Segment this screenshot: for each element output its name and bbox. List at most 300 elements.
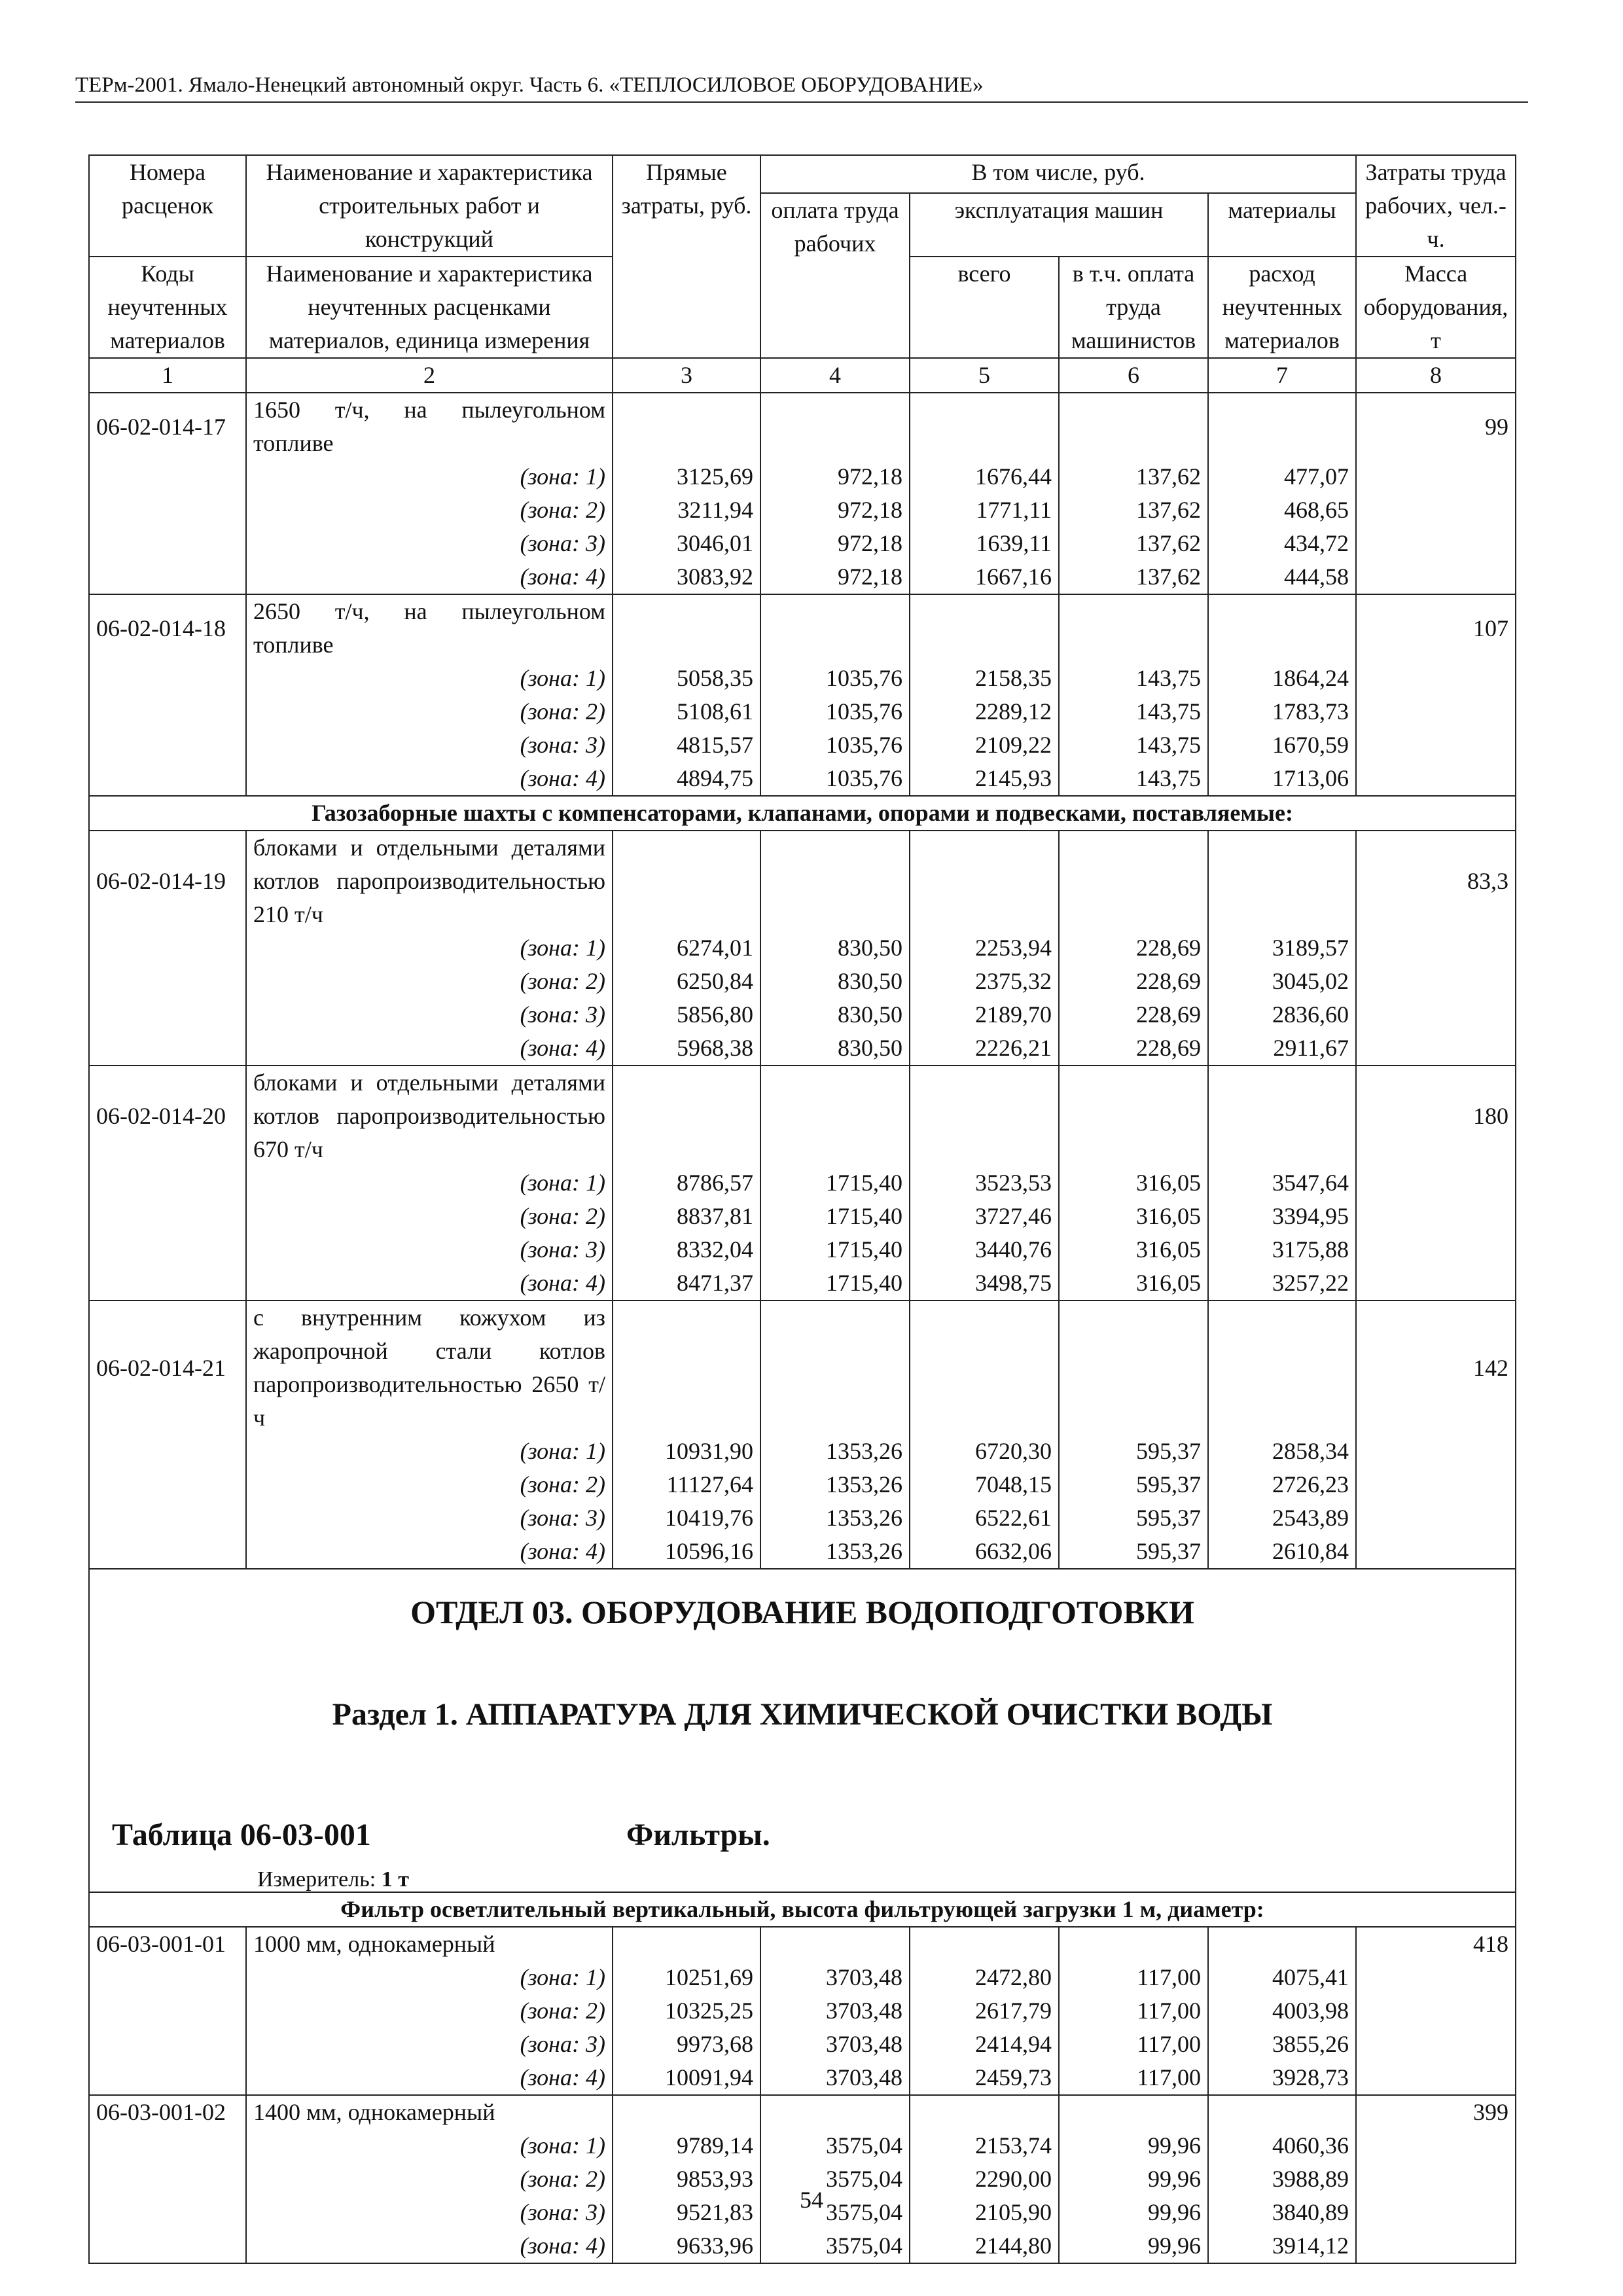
zone-row	[89, 728, 1516, 762]
table-name: Фильтры.	[626, 1818, 770, 1852]
empty-cell	[1059, 2095, 1208, 2129]
materials-cost: 1713,06	[1208, 762, 1356, 796]
operator-labor-cost: 99,96	[1059, 2129, 1208, 2162]
materials-cost: 2726,23	[1208, 1468, 1356, 1501]
operator-labor-cost: 228,69	[1059, 998, 1208, 1031]
materials-cost: 3928,73	[1208, 2061, 1356, 2095]
header-code-top: Номера расценок	[89, 155, 246, 257]
section-water-treatment	[89, 1569, 1516, 1927]
zone-row	[89, 998, 1516, 1031]
empty-cell	[1356, 2028, 1516, 2061]
empty-cell	[89, 1266, 246, 1300]
empty-cell	[1356, 965, 1516, 998]
labor-cost: 830,50	[760, 998, 910, 1031]
zone-row	[89, 1535, 1516, 1569]
column-number: 3	[613, 358, 760, 393]
labor-hours: 107	[1356, 594, 1516, 662]
zone-label: (зона: 1)	[246, 1961, 613, 1994]
empty-cell	[89, 1961, 246, 1994]
zone-label: (зона: 1)	[246, 1166, 613, 1200]
empty-cell	[910, 831, 1059, 931]
zone-label: (зона: 1)	[246, 460, 613, 493]
direct-cost: 9521,83	[613, 2196, 760, 2229]
zone-label: (зона: 2)	[246, 493, 613, 527]
operator-labor-cost: 316,05	[1059, 1200, 1208, 1233]
operator-labor-cost: 228,69	[1059, 1031, 1208, 1066]
empty-cell	[760, 831, 910, 931]
zone-label: (зона: 3)	[246, 998, 613, 1031]
zone-row	[89, 460, 1516, 493]
direct-cost: 9789,14	[613, 2129, 760, 2162]
labor-cost: 830,50	[760, 1031, 910, 1066]
materials-cost: 1670,59	[1208, 728, 1356, 762]
machine-cost: 2105,90	[910, 2196, 1059, 2229]
machine-cost: 3440,76	[910, 1233, 1059, 1266]
work-description: 1400 мм, однокамерный	[246, 2095, 613, 2129]
zone-row	[89, 2061, 1516, 2095]
zone-label: (зона: 3)	[246, 1233, 613, 1266]
direct-cost: 10091,94	[613, 2061, 760, 2095]
empty-cell	[1356, 2229, 1516, 2263]
direct-cost: 6274,01	[613, 931, 760, 965]
empty-cell	[89, 1994, 246, 2028]
operator-labor-cost: 137,62	[1059, 460, 1208, 493]
materials-cost: 3547,64	[1208, 1166, 1356, 1200]
empty-cell	[760, 594, 910, 662]
rate-code: 06-03-001-02	[89, 2095, 246, 2129]
operator-labor-cost: 595,37	[1059, 1535, 1208, 1569]
zone-row	[89, 1501, 1516, 1535]
empty-cell	[910, 594, 1059, 662]
machine-cost: 2472,80	[910, 1961, 1059, 1994]
measure-label: Измеритель:	[257, 1867, 376, 1892]
direct-cost: 9853,93	[613, 2162, 760, 2196]
empty-cell	[89, 931, 246, 965]
empty-cell	[1356, 728, 1516, 762]
labor-cost: 1035,76	[760, 662, 910, 695]
header-materials-consumption: расход неучтенных материалов	[1208, 257, 1356, 358]
zone-label: (зона: 3)	[246, 1501, 613, 1535]
labor-cost: 972,18	[760, 527, 910, 560]
direct-cost: 10596,16	[613, 1535, 760, 1569]
operator-labor-cost: 117,00	[1059, 1961, 1208, 1994]
empty-cell	[89, 2061, 246, 2095]
materials-cost: 1864,24	[1208, 662, 1356, 695]
group-heading: Фильтр осветлительный вертикальный, высота фильтрующей загрузки 1 м, диаметр:	[89, 1892, 1516, 1927]
empty-cell	[89, 493, 246, 527]
operator-labor-cost: 143,75	[1059, 728, 1208, 762]
zone-label: (зона: 1)	[246, 931, 613, 965]
machine-cost: 3523,53	[910, 1166, 1059, 1200]
table-row	[89, 2095, 1516, 2129]
materials-cost: 2858,34	[1208, 1435, 1356, 1468]
machine-cost: 1771,11	[910, 493, 1059, 527]
empty-cell	[89, 1501, 246, 1535]
empty-cell	[1059, 831, 1208, 931]
empty-cell	[1356, 1961, 1516, 1994]
empty-cell	[89, 1468, 246, 1501]
empty-cell	[89, 460, 246, 493]
machine-cost: 2144,80	[910, 2229, 1059, 2263]
direct-cost: 9973,68	[613, 2028, 760, 2061]
zone-row	[89, 965, 1516, 998]
empty-cell	[89, 762, 246, 796]
labor-hours: 399	[1356, 2095, 1516, 2129]
zone-label: (зона: 2)	[246, 1468, 613, 1501]
rate-code: 06-02-014-21	[89, 1300, 246, 1435]
header-name-top: Наименование и характеристика строительных работ и конструкций	[246, 155, 613, 257]
materials-cost: 3175,88	[1208, 1233, 1356, 1266]
direct-cost: 5058,35	[613, 662, 760, 695]
labor-hours: 418	[1356, 1927, 1516, 1961]
header-machines-total: всего	[910, 257, 1059, 358]
labor-hours: 83,3	[1356, 831, 1516, 931]
labor-hours: 142	[1356, 1300, 1516, 1435]
zone-row	[89, 2229, 1516, 2263]
zone-label: (зона: 3)	[246, 2028, 613, 2061]
machine-cost: 2414,94	[910, 2028, 1059, 2061]
materials-cost: 3045,02	[1208, 965, 1356, 998]
direct-cost: 5108,61	[613, 695, 760, 728]
empty-cell	[1356, 2129, 1516, 2162]
labor-cost: 972,18	[760, 560, 910, 594]
measure-unit	[257, 1863, 409, 1896]
machine-cost: 2158,35	[910, 662, 1059, 695]
zone-row	[89, 1468, 1516, 1501]
table-header	[89, 155, 1516, 393]
zone-row	[89, 1994, 1516, 2028]
machine-cost: 2153,74	[910, 2129, 1059, 2162]
labor-cost: 1715,40	[760, 1266, 910, 1300]
zone-label: (зона: 4)	[246, 2061, 613, 2095]
table-row	[89, 1300, 1516, 1435]
zone-label: (зона: 4)	[246, 762, 613, 796]
operator-labor-cost: 143,75	[1059, 662, 1208, 695]
materials-cost: 2610,84	[1208, 1535, 1356, 1569]
empty-cell	[613, 2095, 760, 2129]
operator-labor-cost: 143,75	[1059, 762, 1208, 796]
labor-cost: 3575,04	[760, 2162, 910, 2196]
zone-row	[89, 1961, 1516, 1994]
materials-cost: 3394,95	[1208, 1200, 1356, 1233]
empty-cell	[89, 728, 246, 762]
rate-code: 06-03-001-01	[89, 1927, 246, 1961]
materials-cost: 4060,36	[1208, 2129, 1356, 2162]
labor-cost: 1353,26	[760, 1501, 910, 1535]
machine-cost: 2145,93	[910, 762, 1059, 796]
empty-cell	[1356, 2061, 1516, 2095]
empty-cell	[1059, 1300, 1208, 1435]
empty-cell	[1356, 1994, 1516, 2028]
labor-cost: 1715,40	[760, 1166, 910, 1200]
empty-cell	[1356, 527, 1516, 560]
zone-label: (зона: 2)	[246, 1994, 613, 2028]
zone-row	[89, 493, 1516, 527]
empty-cell	[89, 1535, 246, 1569]
zone-row	[89, 695, 1516, 728]
rate-code: 06-02-014-18	[89, 594, 246, 662]
labor-cost: 1353,26	[760, 1468, 910, 1501]
zone-label: (зона: 1)	[246, 2129, 613, 2162]
machine-cost: 2226,21	[910, 1031, 1059, 1066]
empty-cell	[1208, 1300, 1356, 1435]
block-boilers	[89, 393, 1516, 796]
machine-cost: 1667,16	[910, 560, 1059, 594]
measure-value: 1 т	[381, 1867, 409, 1892]
header-machines: эксплуатация машин	[910, 193, 1208, 257]
zone-label: (зона: 1)	[246, 1435, 613, 1468]
operator-labor-cost: 99,96	[1059, 2196, 1208, 2229]
labor-cost: 3575,04	[760, 2129, 910, 2162]
header-labor: оплата труда рабочих	[760, 193, 910, 358]
machine-cost: 1676,44	[910, 460, 1059, 493]
machine-cost: 6522,61	[910, 1501, 1059, 1535]
running-head: ТЕРм-2001. Ямало-Ненецкий автономный округ. Часть 6. «ТЕПЛОСИЛОВОЕ ОБОРУДОВАНИЕ»	[75, 73, 1528, 103]
column-number: 5	[910, 358, 1059, 393]
empty-cell	[1208, 1066, 1356, 1166]
operator-labor-cost: 137,62	[1059, 493, 1208, 527]
zone-label: (зона: 4)	[246, 2229, 613, 2263]
zone-label: (зона: 4)	[246, 1031, 613, 1066]
empty-cell	[1356, 1435, 1516, 1468]
empty-cell	[1356, 1233, 1516, 1266]
zone-row	[89, 1031, 1516, 1066]
operator-labor-cost: 117,00	[1059, 2061, 1208, 2095]
empty-cell	[1356, 560, 1516, 594]
empty-cell	[89, 527, 246, 560]
empty-cell	[89, 560, 246, 594]
header-code-bottom: Коды неучтенных материалов	[89, 257, 246, 358]
zone-label: (зона: 3)	[246, 527, 613, 560]
column-number: 6	[1059, 358, 1208, 393]
zone-row	[89, 762, 1516, 796]
materials-cost: 444,58	[1208, 560, 1356, 594]
empty-cell	[89, 2229, 246, 2263]
labor-cost: 830,50	[760, 931, 910, 965]
department-title: ОТДЕЛ 03. ОБОРУДОВАНИЕ ВОДОПОДГОТОВКИ	[410, 1594, 1194, 1630]
materials-cost: 2911,67	[1208, 1031, 1356, 1066]
labor-cost: 972,18	[760, 493, 910, 527]
empty-cell	[1059, 393, 1208, 460]
empty-cell	[1356, 931, 1516, 965]
part-title: Раздел 1. АППАРАТУРА ДЛЯ ХИМИЧЕСКОЙ ОЧИСТКИ ВОДЫ	[332, 1697, 1273, 1732]
zone-row	[89, 1233, 1516, 1266]
labor-cost: 1353,26	[760, 1535, 910, 1569]
labor-cost: 1035,76	[760, 728, 910, 762]
zone-row	[89, 2129, 1516, 2162]
empty-cell	[910, 1066, 1059, 1166]
group-gas-shafts	[89, 796, 1516, 831]
operator-labor-cost: 316,05	[1059, 1166, 1208, 1200]
direct-cost: 3083,92	[613, 560, 760, 594]
zone-label: (зона: 4)	[246, 560, 613, 594]
machine-cost: 2375,32	[910, 965, 1059, 998]
materials-cost: 468,65	[1208, 493, 1356, 527]
direct-cost: 8471,37	[613, 1266, 760, 1300]
empty-cell	[1356, 1468, 1516, 1501]
empty-cell	[1356, 493, 1516, 527]
table-row	[89, 831, 1516, 931]
empty-cell	[1208, 2095, 1356, 2129]
page-number: 54	[800, 2187, 823, 2213]
empty-cell	[910, 393, 1059, 460]
zone-label: (зона: 2)	[246, 695, 613, 728]
work-description: блоками и отдельными деталями котлов паропроизводительностью 670 т/ч	[246, 1066, 613, 1166]
empty-cell	[1208, 831, 1356, 931]
operator-labor-cost: 143,75	[1059, 695, 1208, 728]
operator-labor-cost: 316,05	[1059, 1233, 1208, 1266]
empty-cell	[1356, 1535, 1516, 1569]
rate-code: 06-02-014-20	[89, 1066, 246, 1166]
zone-label: (зона: 2)	[246, 1200, 613, 1233]
empty-cell	[613, 1300, 760, 1435]
materials-cost: 3189,57	[1208, 931, 1356, 965]
empty-cell	[89, 2028, 246, 2061]
machine-cost: 7048,15	[910, 1468, 1059, 1501]
labor-cost: 3703,48	[760, 2061, 910, 2095]
labor-cost: 1715,40	[760, 1233, 910, 1266]
empty-cell	[613, 1927, 760, 1961]
labor-hours: 180	[1356, 1066, 1516, 1166]
operator-labor-cost: 595,37	[1059, 1501, 1208, 1535]
header-incl: В том числе, руб.	[760, 155, 1356, 193]
labor-cost: 3703,48	[760, 2028, 910, 2061]
empty-cell	[613, 831, 760, 931]
labor-hours: 99	[1356, 393, 1516, 460]
column-number: 8	[1356, 358, 1516, 393]
machine-cost: 6720,30	[910, 1435, 1059, 1468]
header-equipment-mass: Масса оборудования, т	[1356, 257, 1516, 358]
empty-cell	[613, 594, 760, 662]
zone-label: (зона: 2)	[246, 965, 613, 998]
zone-label: (зона: 3)	[246, 2196, 613, 2229]
empty-cell	[89, 1200, 246, 1233]
zone-label: (зона: 2)	[246, 2162, 613, 2196]
empty-cell	[1059, 1066, 1208, 1166]
zone-row	[89, 1166, 1516, 1200]
zone-label: (зона: 4)	[246, 1266, 613, 1300]
direct-cost: 6250,84	[613, 965, 760, 998]
direct-cost: 10419,76	[613, 1501, 760, 1535]
column-number: 1	[89, 358, 246, 393]
empty-cell	[89, 1031, 246, 1066]
zone-row	[89, 560, 1516, 594]
rate-code: 06-02-014-19	[89, 831, 246, 931]
column-number: 2	[246, 358, 613, 393]
materials-cost: 4003,98	[1208, 1994, 1356, 2028]
header-direct: Прямые затраты, руб.	[613, 155, 760, 358]
zone-label: (зона: 1)	[246, 662, 613, 695]
column-number: 4	[760, 358, 910, 393]
operator-labor-cost: 228,69	[1059, 965, 1208, 998]
labor-cost: 3575,04	[760, 2229, 910, 2263]
materials-cost: 1783,73	[1208, 695, 1356, 728]
empty-cell	[760, 2095, 910, 2129]
header-materials: материалы	[1208, 193, 1356, 257]
direct-cost: 10325,25	[613, 1994, 760, 2028]
zone-row	[89, 662, 1516, 695]
empty-cell	[89, 998, 246, 1031]
direct-cost: 5856,80	[613, 998, 760, 1031]
empty-cell	[1356, 1031, 1516, 1066]
rate-code: 06-02-014-17	[89, 393, 246, 460]
header-machines-labor: в т.ч. оплата труда машинистов	[1059, 257, 1208, 358]
materials-cost: 3988,89	[1208, 2162, 1356, 2196]
empty-cell	[89, 965, 246, 998]
empty-cell	[910, 2095, 1059, 2129]
direct-cost: 9633,96	[613, 2229, 760, 2263]
empty-cell	[1059, 594, 1208, 662]
materials-cost: 4075,41	[1208, 1961, 1356, 1994]
direct-cost: 8332,04	[613, 1233, 760, 1266]
machine-cost: 3727,46	[910, 1200, 1059, 1233]
section-heading-box	[96, 1570, 1508, 1892]
labor-cost: 1715,40	[760, 1200, 910, 1233]
empty-cell	[89, 695, 246, 728]
zone-row	[89, 527, 1516, 560]
direct-cost: 10251,69	[613, 1961, 760, 1994]
empty-cell	[760, 1927, 910, 1961]
empty-cell	[1356, 1266, 1516, 1300]
operator-labor-cost: 228,69	[1059, 931, 1208, 965]
empty-cell	[760, 1300, 910, 1435]
zone-row	[89, 1266, 1516, 1300]
machine-cost: 2617,79	[910, 1994, 1059, 2028]
operator-labor-cost: 316,05	[1059, 1266, 1208, 1300]
header-name-bottom: Наименование и характеристика неучтенных расценками материалов, единица измерения	[246, 257, 613, 358]
empty-cell	[613, 1066, 760, 1166]
labor-cost: 972,18	[760, 460, 910, 493]
materials-cost: 434,72	[1208, 527, 1356, 560]
operator-labor-cost: 595,37	[1059, 1435, 1208, 1468]
table-label: Таблица 06-03-001	[112, 1818, 371, 1852]
empty-cell	[89, 1435, 246, 1468]
block-gas-shafts	[89, 831, 1516, 1569]
operator-labor-cost: 117,00	[1059, 1994, 1208, 2028]
empty-cell	[1356, 1200, 1516, 1233]
work-description: 2650 т/ч, на пылеугольном топливе	[246, 594, 613, 662]
machine-cost: 3498,75	[910, 1266, 1059, 1300]
zone-label: (зона: 4)	[246, 1535, 613, 1569]
table-row	[89, 393, 1516, 460]
direct-cost: 11127,64	[613, 1468, 760, 1501]
empty-cell	[89, 1233, 246, 1266]
direct-cost: 10931,90	[613, 1435, 760, 1468]
empty-cell	[1208, 1927, 1356, 1961]
empty-cell	[910, 1927, 1059, 1961]
price-table	[88, 154, 1516, 2264]
empty-cell	[613, 393, 760, 460]
empty-cell	[1356, 998, 1516, 1031]
work-description: с внутренним кожухом из жаропрочной стали котлов паропроизводительностью 2650 т/ч	[246, 1300, 613, 1435]
direct-cost: 8786,57	[613, 1166, 760, 1200]
work-description: 1650 т/ч, на пылеугольном топливе	[246, 393, 613, 460]
operator-labor-cost: 99,96	[1059, 2229, 1208, 2263]
machine-cost: 2289,12	[910, 695, 1059, 728]
empty-cell	[760, 393, 910, 460]
zone-row	[89, 931, 1516, 965]
materials-cost: 3914,12	[1208, 2229, 1356, 2263]
materials-cost: 3257,22	[1208, 1266, 1356, 1300]
labor-cost: 3575,04	[760, 2196, 910, 2229]
labor-cost: 3703,48	[760, 1961, 910, 1994]
materials-cost: 477,07	[1208, 460, 1356, 493]
materials-cost: 2836,60	[1208, 998, 1356, 1031]
machine-cost: 2459,73	[910, 2061, 1059, 2095]
direct-cost: 8837,81	[613, 1200, 760, 1233]
machine-cost: 2253,94	[910, 931, 1059, 965]
machine-cost: 2290,00	[910, 2162, 1059, 2196]
